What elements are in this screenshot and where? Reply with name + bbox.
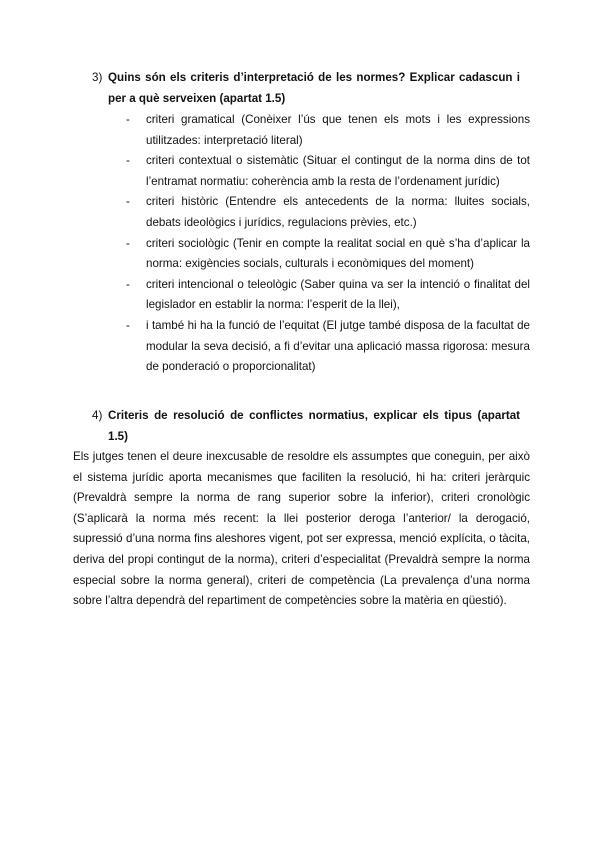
question-4: [92, 406, 520, 447]
list-item-text: criteri gramatical (Conèixer l’ús que tenen els mots i les expressions utilitzades: interpretació literal): [146, 113, 530, 147]
bullet-dash: -: [126, 277, 130, 291]
bullet-dash: -: [126, 195, 130, 209]
question-4-answer-paragraph: Els jutges tenen el deure inexcusable de resoldre els assumptes que coneguin, per això el sistema jurídic aporta mecanismes que faciliten la resolució, hi ha: criteri jeràrquic (Prevaldrà sempre la norma de rang superior sobre la inferior), criteri cronològic (S’aplicarà la norma més recent: la llei posterior deroga l’anterior/ la derogació, supressió d’una norma fins aleshores vigent, pot ser expressa, menció explícita, o tàcita, deriva del propi contingut de la norma), criteri d’especialitat (Prevaldrà sempre la norma especial sobre la norma general), criteri de competència (La prevalença d’una norma sobre l’altra dependrà del repartiment de competències sobre la matèria en qüestió).: [73, 450, 530, 608]
list-item-text: i també hi ha la funció de l’equitat (El jutge també disposa de la facultat de modular la seva decisió, a fi d’evitar una aplicació massa rigorosa: mesura de ponderació o proporcionalitat): [146, 318, 530, 374]
bullet-dash: -: [126, 236, 130, 250]
list-item: [126, 275, 530, 316]
question-4-number: 4): [92, 409, 103, 422]
interpretation-criteria-list: [126, 110, 530, 378]
list-item: [126, 151, 530, 192]
list-item: [126, 192, 530, 233]
bullet-dash: -: [126, 154, 130, 168]
question-3: [92, 68, 520, 109]
list-item-text: criteri històric (Entendre els antecedents de la norma: lluites socials, debats ideològics i jurídics, regulacions prèvies, etc.): [146, 195, 530, 229]
list-item: [126, 316, 530, 378]
question-3-number: 3): [92, 71, 103, 84]
question-4-title: Criteris de resolució de conflictes normatius, explicar els tipus (apartat 1.5): [108, 409, 520, 443]
question-3-title: Quins són els criteris d’interpretació de les normes? Explicar cadascun i per a què serveixen (apartat 1.5): [108, 71, 520, 105]
list-item: [126, 234, 530, 275]
bullet-dash: -: [126, 318, 130, 332]
list-item-text: criteri sociològic (Tenir en compte la realitat social en què s’ha d’aplicar la norma: exigències socials, culturals i econòmiques del moment): [146, 236, 530, 271]
list-item-text: criteri intencional o teleològic (Saber quina va ser la intenció o finalitat del legislador en establir la norma: l’esperit de la llei),: [146, 277, 530, 312]
bullet-dash: -: [126, 113, 130, 126]
list-item-text: criteri contextual o sistemàtic (Situar el contingut de la norma dins de tot l’entramat normatiu: coherència amb la resta de l’ordenament jurídic): [146, 154, 530, 188]
list-item: [126, 110, 530, 151]
